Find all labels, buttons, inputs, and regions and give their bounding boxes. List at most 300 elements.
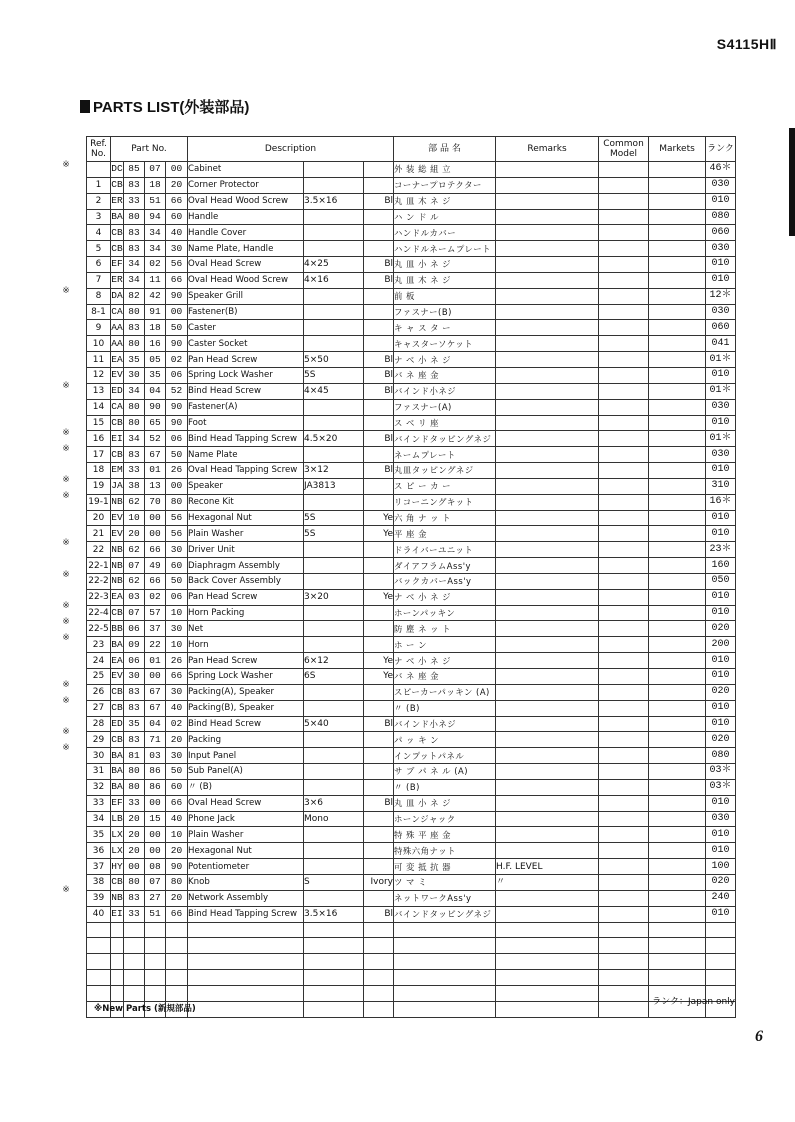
remarks: [496, 954, 599, 970]
description: [188, 922, 304, 938]
table-row: [87, 716, 736, 732]
jp-name: ダイアフラムAss'y: [394, 558, 496, 574]
rank: 010: [706, 589, 736, 605]
part-no-segment: 07: [145, 162, 166, 178]
common-model: [599, 811, 649, 827]
part-no-segment: ED: [111, 716, 124, 732]
markets: [649, 779, 706, 795]
rank: 010: [706, 605, 736, 621]
remarks: 〃: [496, 874, 599, 890]
part-no-segment: EV: [111, 510, 124, 526]
part-no-segment: 50: [166, 573, 188, 589]
table-row: [87, 859, 736, 875]
finish: Bl: [364, 906, 394, 922]
part-no-segment: 01: [145, 463, 166, 479]
finish: Bl: [364, 716, 394, 732]
rank: [706, 970, 736, 986]
finish: [364, 320, 394, 336]
part-no-segment: EF: [111, 795, 124, 811]
common-model: [599, 463, 649, 479]
jp-name: ス ベ リ 座: [394, 415, 496, 431]
part-no-segment: [124, 954, 145, 970]
markets: [649, 257, 706, 273]
part-no-segment: 66: [166, 193, 188, 209]
remarks: [496, 225, 599, 241]
part-no-segment: 26: [166, 653, 188, 669]
jp-name: 六 角 ナ ッ ト: [394, 510, 496, 526]
remarks: [496, 589, 599, 605]
description: Recone Kit: [188, 494, 304, 510]
remarks: [496, 526, 599, 542]
new-part-mark: ※: [62, 475, 70, 485]
rank: 010: [706, 716, 736, 732]
table-row: [87, 257, 736, 273]
jp-name: ス ピ ー カ ー: [394, 478, 496, 494]
common-model: [599, 764, 649, 780]
description: Name Plate: [188, 447, 304, 463]
rank: 010: [706, 700, 736, 716]
finish: Bl: [364, 463, 394, 479]
remarks: [496, 177, 599, 193]
common-model: [599, 938, 649, 954]
part-no-segment: BA: [111, 779, 124, 795]
table-row: [87, 558, 736, 574]
description: Pan Head Screw: [188, 653, 304, 669]
part-no-segment: 83: [124, 320, 145, 336]
ref-no: 7: [87, 272, 111, 288]
jp-name: 特殊六角ナット: [394, 843, 496, 859]
table-row: [87, 399, 736, 415]
table-row: [87, 272, 736, 288]
finish: [364, 288, 394, 304]
new-part-mark: ※: [62, 884, 70, 895]
markets: [649, 558, 706, 574]
rank: 060: [706, 225, 736, 241]
description: Foot: [188, 415, 304, 431]
table-row: [87, 367, 736, 383]
part-no-segment: 00: [145, 827, 166, 843]
remarks: [496, 669, 599, 685]
markets: [649, 399, 706, 415]
part-no-segment: BA: [111, 748, 124, 764]
ref-no: 24: [87, 653, 111, 669]
part-no-segment: CB: [111, 177, 124, 193]
table-row: [87, 447, 736, 463]
spec: [304, 843, 364, 859]
rank: 12＊: [706, 288, 736, 304]
spec: [304, 938, 364, 954]
rank: 03＊: [706, 779, 736, 795]
table-row: [87, 225, 736, 241]
common-model: [599, 716, 649, 732]
jp-name: ハンドルカバー: [394, 225, 496, 241]
ref-no: 19: [87, 478, 111, 494]
table-row: [87, 700, 736, 716]
ref-no: 39: [87, 890, 111, 906]
spec: 5×40: [304, 716, 364, 732]
ref-no: 26: [87, 684, 111, 700]
part-no-segment: 86: [145, 764, 166, 780]
common-model: [599, 827, 649, 843]
part-no-segment: 90: [166, 288, 188, 304]
description: Sub Panel(A): [188, 764, 304, 780]
jp-name: バインド小ネジ: [394, 716, 496, 732]
rank: 010: [706, 843, 736, 859]
description: Packing: [188, 732, 304, 748]
ref-no: 22-3: [87, 589, 111, 605]
jp-name: 防 塵 ネ ッ ト: [394, 621, 496, 637]
markets: [649, 621, 706, 637]
part-no-segment: 34: [145, 225, 166, 241]
part-no-segment: 34: [145, 241, 166, 257]
part-no-segment: 90: [166, 399, 188, 415]
rank: 010: [706, 367, 736, 383]
rank: 030: [706, 241, 736, 257]
blank-row: [87, 985, 736, 1001]
markets: [649, 272, 706, 288]
part-no-segment: 00: [145, 510, 166, 526]
part-no-segment: [111, 954, 124, 970]
table-row: [87, 573, 736, 589]
col-jp-name: 部 品 名: [394, 137, 496, 162]
description: Bind Head Screw: [188, 383, 304, 399]
part-no-segment: EV: [111, 526, 124, 542]
rank-note: ランク：Japan only: [652, 997, 735, 1007]
markets: [649, 162, 706, 178]
part-no-segment: NB: [111, 494, 124, 510]
remarks: [496, 843, 599, 859]
spec: [304, 304, 364, 320]
ref-no: 29: [87, 732, 111, 748]
part-no-segment: DC: [111, 162, 124, 178]
part-no-segment: 00: [145, 526, 166, 542]
spec: [304, 415, 364, 431]
ref-no: 20: [87, 510, 111, 526]
spec: 4×25: [304, 257, 364, 273]
description: Spring Lock Washer: [188, 669, 304, 685]
part-no-segment: 83: [124, 225, 145, 241]
part-no-segment: 02: [166, 352, 188, 368]
markets: [649, 890, 706, 906]
part-no-segment: 10: [166, 605, 188, 621]
table-row: [87, 906, 736, 922]
part-no-segment: 34: [124, 272, 145, 288]
description: [188, 985, 304, 1001]
rank: 010: [706, 906, 736, 922]
finish: [364, 985, 394, 1001]
table-row: [87, 811, 736, 827]
markets: [649, 970, 706, 986]
finish: Bl: [364, 272, 394, 288]
part-no-segment: EI: [111, 906, 124, 922]
jp-name: ファスナー(B): [394, 304, 496, 320]
remarks: [496, 700, 599, 716]
finish: [364, 732, 394, 748]
rank: 010: [706, 653, 736, 669]
part-no-segment: 65: [145, 415, 166, 431]
jp-name: バ ネ 座 金: [394, 669, 496, 685]
part-no-segment: 80: [124, 764, 145, 780]
spec: [304, 764, 364, 780]
remarks: [496, 478, 599, 494]
spec: 6S: [304, 669, 364, 685]
jp-name: [394, 1001, 496, 1017]
markets: [649, 906, 706, 922]
remarks: [496, 336, 599, 352]
part-no-segment: 60: [166, 779, 188, 795]
finish: Bl: [364, 193, 394, 209]
markets: [649, 811, 706, 827]
ref-no: 22: [87, 542, 111, 558]
part-no-segment: 80: [124, 415, 145, 431]
part-no-segment: AA: [111, 320, 124, 336]
part-no-segment: CB: [111, 684, 124, 700]
part-no-segment: 34: [124, 431, 145, 447]
description: Handle: [188, 209, 304, 225]
col-remarks: Remarks: [496, 137, 599, 162]
finish: [364, 605, 394, 621]
part-no-segment: 83: [124, 890, 145, 906]
remarks: [496, 906, 599, 922]
jp-name: ハンドルネームプレート: [394, 241, 496, 257]
remarks: [496, 890, 599, 906]
remarks: [496, 779, 599, 795]
markets: [649, 463, 706, 479]
part-no-segment: EA: [111, 589, 124, 605]
part-no-segment: BB: [111, 621, 124, 637]
part-no-segment: 66: [145, 542, 166, 558]
part-no-segment: 11: [145, 272, 166, 288]
common-model: [599, 637, 649, 653]
rank: 010: [706, 510, 736, 526]
part-no-segment: 30: [166, 684, 188, 700]
table-row: [87, 795, 736, 811]
part-no-segment: 03: [145, 748, 166, 764]
part-no-segment: 52: [145, 431, 166, 447]
part-no-segment: EF: [111, 257, 124, 273]
jp-name: ナ ベ 小 ネ ジ: [394, 589, 496, 605]
table-row: [87, 748, 736, 764]
part-no-segment: 35: [145, 367, 166, 383]
part-no-segment: CB: [111, 605, 124, 621]
table-row: [87, 494, 736, 510]
description: Packing(B), Speaker: [188, 700, 304, 716]
spec: [304, 970, 364, 986]
common-model: [599, 684, 649, 700]
finish: [364, 970, 394, 986]
part-no-segment: 66: [166, 906, 188, 922]
part-no-segment: ED: [111, 383, 124, 399]
remarks: [496, 494, 599, 510]
jp-name: リコーニングキット: [394, 494, 496, 510]
remarks: [496, 827, 599, 843]
markets: [649, 637, 706, 653]
part-no-segment: 67: [145, 447, 166, 463]
rank: 080: [706, 209, 736, 225]
jp-name: サ ブ パ ネ ル (A): [394, 764, 496, 780]
spec: [304, 922, 364, 938]
part-no-segment: 86: [145, 779, 166, 795]
common-model: [599, 399, 649, 415]
ref-no: 16: [87, 431, 111, 447]
common-model: [599, 383, 649, 399]
title-square-bullet: [80, 100, 90, 113]
jp-name: ナ ベ 小 ネ ジ: [394, 653, 496, 669]
markets: [649, 494, 706, 510]
part-no-segment: 50: [166, 320, 188, 336]
common-model: [599, 431, 649, 447]
common-model: [599, 985, 649, 1001]
common-model: [599, 558, 649, 574]
part-no-segment: 80: [124, 779, 145, 795]
jp-name: バインドタッピングネジ: [394, 431, 496, 447]
description: Plain Washer: [188, 526, 304, 542]
common-model: [599, 653, 649, 669]
remarks: [496, 162, 599, 178]
jp-name: 丸 皿 小 ネ ジ: [394, 257, 496, 273]
part-no-segment: 07: [124, 558, 145, 574]
common-model: [599, 779, 649, 795]
description: Cabinet: [188, 162, 304, 178]
part-no-segment: LB: [111, 811, 124, 827]
part-no-segment: LX: [111, 827, 124, 843]
part-no-segment: 20: [166, 732, 188, 748]
markets: [649, 938, 706, 954]
ref-no: 36: [87, 843, 111, 859]
part-no-segment: 56: [166, 257, 188, 273]
markets: [649, 383, 706, 399]
description: Phone Jack: [188, 811, 304, 827]
description: 〃 (B): [188, 779, 304, 795]
markets: [649, 859, 706, 875]
common-model: [599, 225, 649, 241]
markets: [649, 542, 706, 558]
remarks: H.F. LEVEL: [496, 859, 599, 875]
part-no-segment: 26: [166, 463, 188, 479]
ref-no: 4: [87, 225, 111, 241]
new-part-mark: ※: [62, 490, 70, 501]
remarks: [496, 748, 599, 764]
remarks: [496, 447, 599, 463]
part-no-segment: 40: [166, 225, 188, 241]
ref-no: 8-1: [87, 304, 111, 320]
part-no-segment: JA: [111, 478, 124, 494]
table-row: [87, 669, 736, 685]
rank: 020: [706, 621, 736, 637]
ref-no: 9: [87, 320, 111, 336]
footnote: ※New Parts (新規部品): [94, 1004, 196, 1014]
part-no-segment: [166, 985, 188, 1001]
table-row: [87, 542, 736, 558]
description: Pan Head Screw: [188, 352, 304, 368]
col-part-no: Part No.: [111, 137, 188, 162]
rank: 23＊: [706, 542, 736, 558]
part-no-segment: [111, 922, 124, 938]
part-no-segment: CB: [111, 700, 124, 716]
finish: Bl: [364, 257, 394, 273]
finish: [364, 542, 394, 558]
common-model: [599, 304, 649, 320]
jp-name: [394, 922, 496, 938]
finish: [364, 938, 394, 954]
table-row: [87, 383, 736, 399]
common-model: [599, 890, 649, 906]
jp-name: バインド小ネジ: [394, 383, 496, 399]
rank: 060: [706, 320, 736, 336]
part-no-segment: [166, 970, 188, 986]
rank: 030: [706, 177, 736, 193]
jp-name: パ ッ キ ン: [394, 732, 496, 748]
part-no-segment: [166, 922, 188, 938]
part-no-segment: 34: [124, 383, 145, 399]
jp-name: ホーンパッキン: [394, 605, 496, 621]
rank: [706, 954, 736, 970]
common-model: [599, 700, 649, 716]
ref-no: 12: [87, 367, 111, 383]
page-title: [80, 96, 249, 117]
rank: 010: [706, 795, 736, 811]
table-row: [87, 526, 736, 542]
part-no-segment: 20: [166, 890, 188, 906]
description: Bind Head Tapping Screw: [188, 906, 304, 922]
rank: 16＊: [706, 494, 736, 510]
finish: Bl: [364, 383, 394, 399]
part-no-segment: BA: [111, 637, 124, 653]
spec: 5×50: [304, 352, 364, 368]
ref-no: 25: [87, 669, 111, 685]
ref-no: 3: [87, 209, 111, 225]
markets: [649, 700, 706, 716]
part-no-segment: [145, 970, 166, 986]
part-no-segment: 30: [166, 621, 188, 637]
part-no-segment: 90: [166, 415, 188, 431]
spec: [304, 225, 364, 241]
markets: [649, 320, 706, 336]
spec: 3×20: [304, 589, 364, 605]
new-part-mark: ※: [62, 569, 70, 580]
remarks: [496, 795, 599, 811]
part-no-segment: EV: [111, 367, 124, 383]
rank: 030: [706, 399, 736, 415]
common-model: [599, 272, 649, 288]
markets: [649, 922, 706, 938]
ref-no: 19-1: [87, 494, 111, 510]
rank: [706, 922, 736, 938]
description: Corner Protector: [188, 177, 304, 193]
jp-name: [394, 954, 496, 970]
table-row: [87, 874, 736, 890]
new-part-mark: ※: [62, 427, 70, 438]
spec: [304, 209, 364, 225]
jp-name: ファスナー(A): [394, 399, 496, 415]
description: Caster: [188, 320, 304, 336]
part-no-segment: NB: [111, 573, 124, 589]
spec: [304, 288, 364, 304]
table-row: [87, 605, 736, 621]
markets: [649, 653, 706, 669]
rank: 050: [706, 573, 736, 589]
part-no-segment: 94: [145, 209, 166, 225]
jp-name: 丸皿タッピングネジ: [394, 463, 496, 479]
part-no-segment: 09: [124, 637, 145, 653]
finish: [364, 764, 394, 780]
finish: [364, 922, 394, 938]
markets: [649, 573, 706, 589]
ref-no: 22-2: [87, 573, 111, 589]
rank: 030: [706, 811, 736, 827]
part-no-segment: CA: [111, 304, 124, 320]
description: Spring Lock Washer: [188, 367, 304, 383]
